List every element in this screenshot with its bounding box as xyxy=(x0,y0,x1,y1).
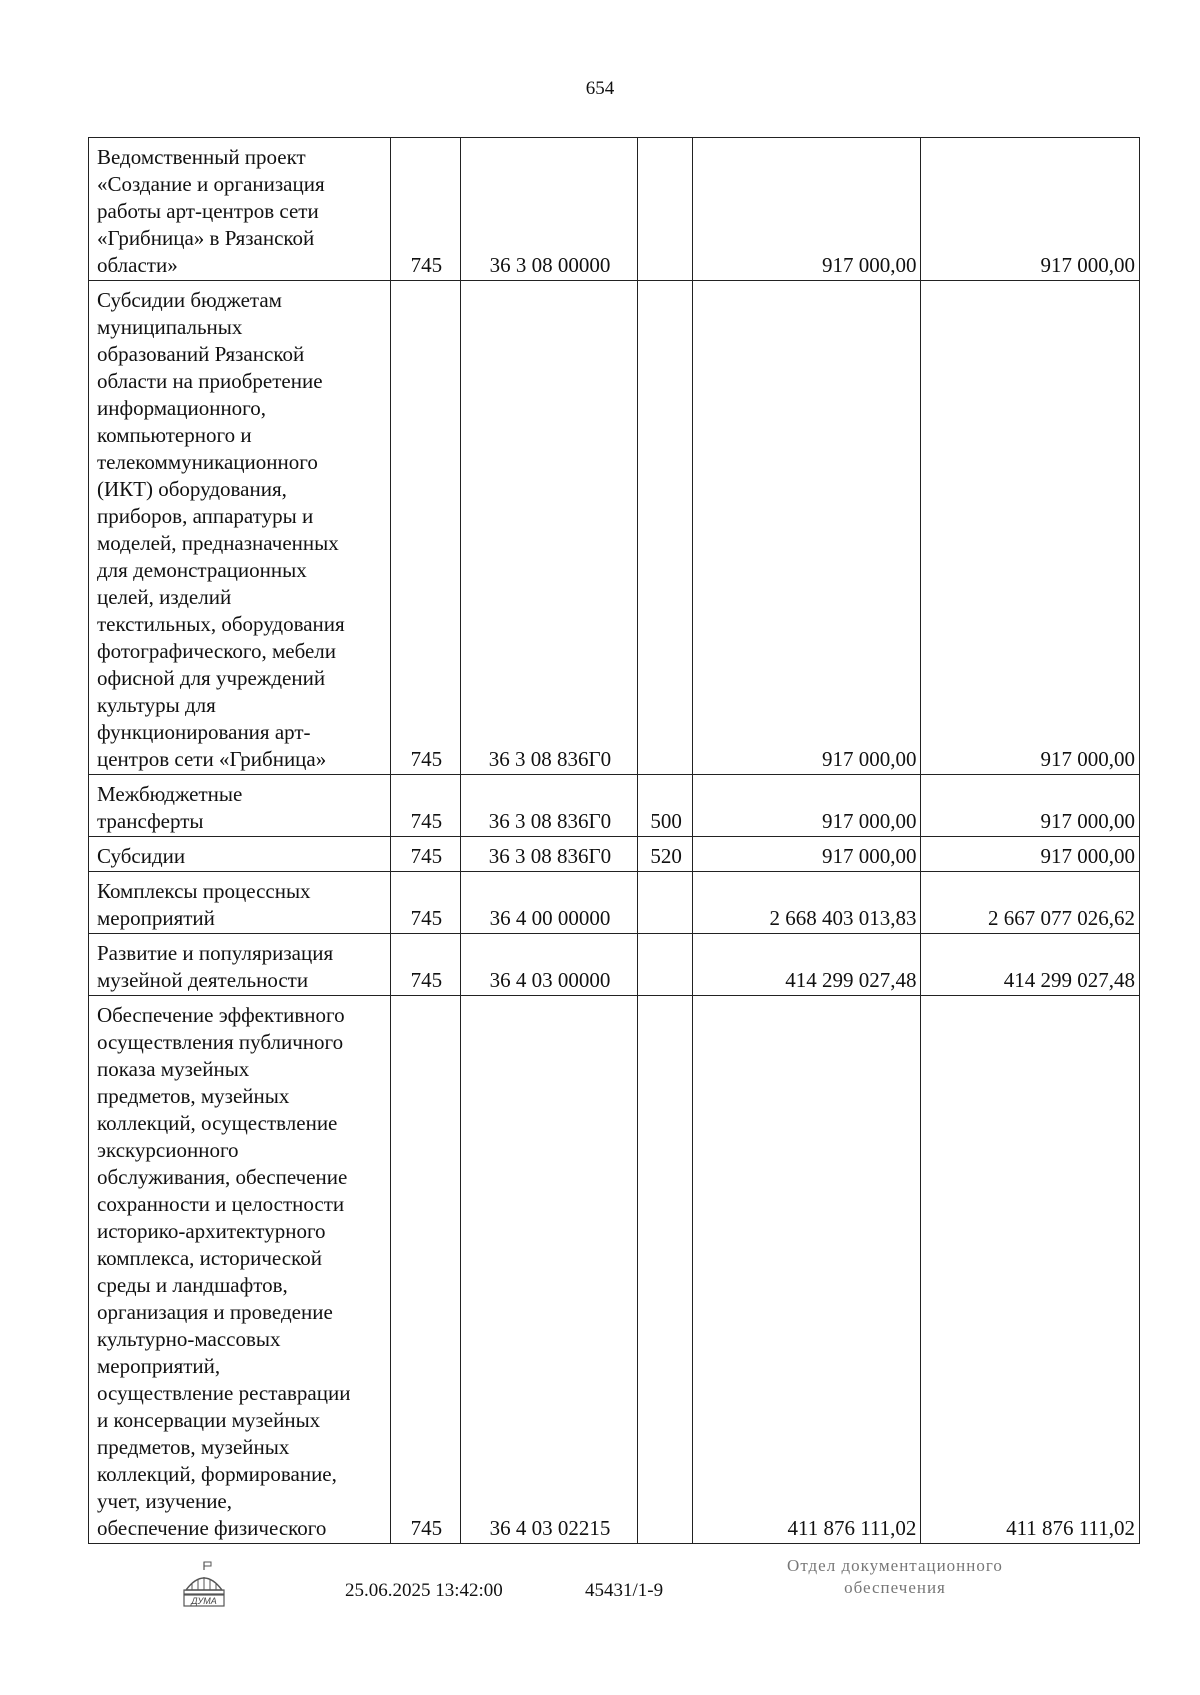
row-name: Субсидии xyxy=(89,837,391,872)
row-name: Обеспечение эффективного осуществления публичного показа музейных предметов, музейных коллекций, осуществление экскурсионного обслуживания, обеспечение сохранности и целостности историко-архитектурного комплекса, исторической среды и ландшафтов, организация и проведение культурно-массовых мероприятий, осуществление реставрации и консервации музейных предметов, музейных коллекций, формирование, учет, изучение, обеспечение физического xyxy=(89,996,391,1544)
row-expense-type xyxy=(637,138,692,281)
row-amount-2: 917 000,00 xyxy=(921,837,1140,872)
row-expense-type: 500 xyxy=(637,775,692,837)
row-gr-code: 745 xyxy=(390,138,460,281)
row-target-code: 36 3 08 00000 xyxy=(460,138,637,281)
row-gr-code: 745 xyxy=(390,775,460,837)
row-gr-code: 745 xyxy=(390,281,460,775)
row-amount-2: 2 667 077 026,62 xyxy=(921,872,1140,934)
row-amount-1: 414 299 027,48 xyxy=(693,934,921,996)
duma-logo-text: ДУМА xyxy=(191,1596,217,1606)
table-row xyxy=(89,872,1140,934)
row-gr-code: 745 xyxy=(390,872,460,934)
row-amount-1: 917 000,00 xyxy=(693,138,921,281)
row-name: Комплексы процессных мероприятий xyxy=(89,872,391,934)
row-expense-type xyxy=(637,872,692,934)
row-expense-type xyxy=(637,281,692,775)
document-number: 45431/1-9 xyxy=(585,1580,664,1601)
row-amount-2: 917 000,00 xyxy=(921,138,1140,281)
row-target-code: 36 3 08 836Г0 xyxy=(460,775,637,837)
budget-table xyxy=(88,137,1140,1544)
page-number: 654 xyxy=(585,78,615,99)
row-expense-type xyxy=(637,934,692,996)
table-row xyxy=(89,138,1140,281)
row-name: Межбюджетные трансферты xyxy=(89,775,391,837)
row-amount-2: 917 000,00 xyxy=(921,281,1140,775)
row-name: Субсидии бюджетам муниципальных образований Рязанской области на приобретение информационного, компьютерного и телекоммуникационного (ИКТ) оборудования, приборов, аппаратуры и моделей, предназначенных для демонстрационных целей, изделий текстильных, оборудования фотографического, мебели офисной для учреждений культуры для функционирования арт- центров сети «Грибница» xyxy=(89,281,391,775)
row-target-code: 36 4 03 02215 xyxy=(460,996,637,1544)
department-stamp-line-2: обеспечения xyxy=(844,1578,946,1597)
table-row xyxy=(89,934,1140,996)
row-amount-1: 917 000,00 xyxy=(693,281,921,775)
row-amount-1: 917 000,00 xyxy=(693,837,921,872)
table-row xyxy=(89,837,1140,872)
registration-date: 25.06.2025 13:42:00 xyxy=(345,1580,503,1601)
row-amount-2: 917 000,00 xyxy=(921,775,1140,837)
table-row xyxy=(89,775,1140,837)
row-expense-type: 520 xyxy=(637,837,692,872)
row-amount-1: 2 668 403 013,83 xyxy=(693,872,921,934)
duma-logo-icon xyxy=(180,1560,228,1610)
row-gr-code: 745 xyxy=(390,996,460,1544)
row-amount-2: 414 299 027,48 xyxy=(921,934,1140,996)
row-name: Ведомственный проект «Создание и организация работы арт-центров сети «Грибница» в Рязанской области» xyxy=(89,138,391,281)
budget-table-body xyxy=(89,138,1140,1544)
row-target-code: 36 4 03 00000 xyxy=(460,934,637,996)
row-target-code: 36 4 00 00000 xyxy=(460,872,637,934)
row-target-code: 36 3 08 836Г0 xyxy=(460,281,637,775)
row-amount-2: 411 876 111,02 xyxy=(921,996,1140,1544)
table-row xyxy=(89,996,1140,1544)
row-gr-code: 745 xyxy=(390,934,460,996)
department-stamp-line-1: Отдел документационного xyxy=(787,1556,1003,1575)
table-row xyxy=(89,281,1140,775)
row-name: Развитие и популяризация музейной деятельности xyxy=(89,934,391,996)
row-expense-type xyxy=(637,996,692,1544)
row-amount-1: 411 876 111,02 xyxy=(693,996,921,1544)
row-amount-1: 917 000,00 xyxy=(693,775,921,837)
row-gr-code: 745 xyxy=(390,837,460,872)
department-stamp xyxy=(745,1555,1045,1599)
row-target-code: 36 3 08 836Г0 xyxy=(460,837,637,872)
